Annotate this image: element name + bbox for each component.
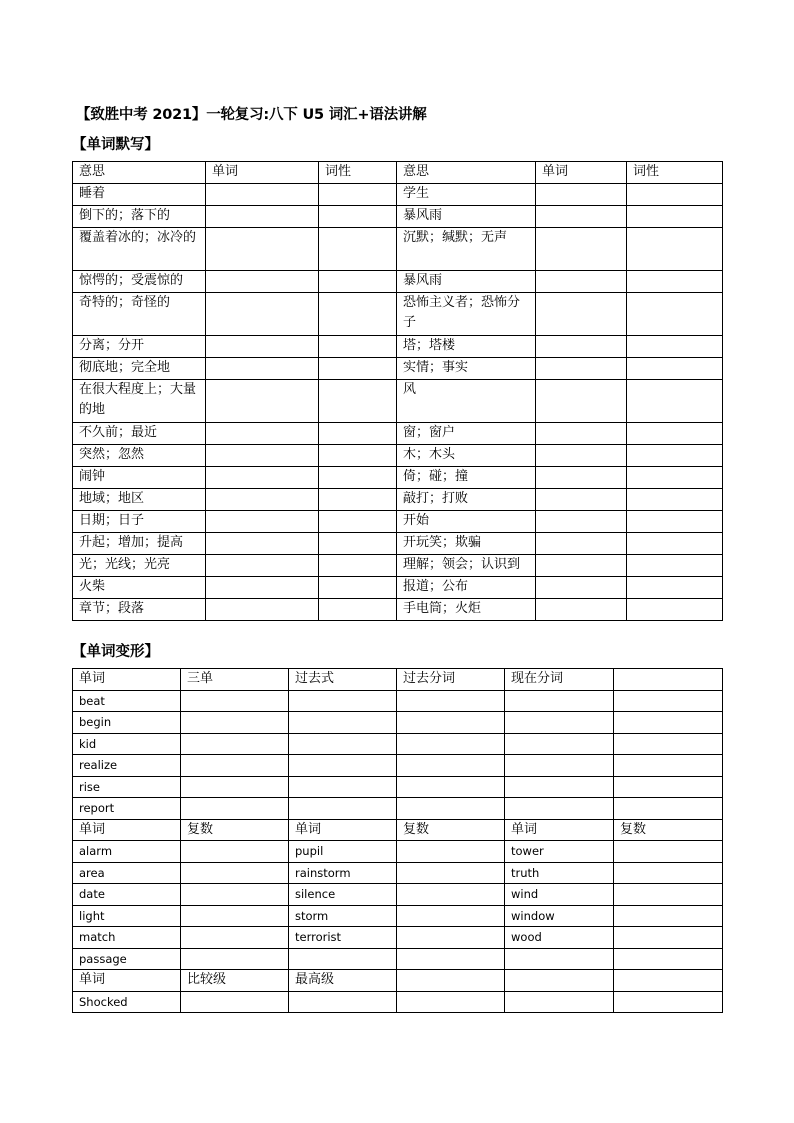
column-header: 三单 [181,669,289,691]
blank-cell [614,690,723,712]
word-blank-cell [206,467,319,489]
meaning-cell: 突然；忽然 [73,445,206,467]
blank-cell [614,991,723,1013]
pos-blank-cell [319,184,397,206]
blank-cell [614,755,723,777]
section-heading-word-forms: 【单词变形】 [72,644,159,660]
pos-blank-cell [319,206,397,228]
blank-cell [289,712,397,734]
blank-cell [397,905,505,927]
table-row [73,712,723,734]
word-blank-cell [536,467,627,489]
word-blank-cell [536,555,627,577]
blank-cell [505,991,614,1013]
pos-blank-cell [319,271,397,293]
word-cell: wind [505,884,614,906]
word-cell: date [73,884,181,906]
blank-cell [614,712,723,734]
pos-blank-cell [627,228,723,271]
pos-blank-cell [627,358,723,380]
blank-cell [397,755,505,777]
blank-cell [397,927,505,949]
table-row [73,271,723,293]
column-header: 过去式 [289,669,397,691]
table-row [73,841,723,863]
column-header: 过去分词 [397,669,505,691]
pos-blank-cell [319,423,397,445]
word-blank-cell [536,511,627,533]
word-blank-cell [206,577,319,599]
pos-blank-cell [319,489,397,511]
column-header: 单词 [73,669,181,691]
meaning-cell: 敲打；打败 [397,489,536,511]
table-row [73,798,723,820]
blank-cell [289,776,397,798]
blank-cell [397,991,505,1013]
meaning-cell: 升起；增加；提高 [73,533,206,555]
blank-cell [289,733,397,755]
word-blank-cell [536,184,627,206]
table-row [73,991,723,1013]
word-blank-cell [206,599,319,621]
column-header [614,669,723,691]
table-row [73,293,723,336]
table-row [73,555,723,577]
meaning-cell: 暴风雨 [397,271,536,293]
word-blank-cell [536,380,627,423]
meaning-cell: 倚；碰；撞 [397,467,536,489]
pos-blank-cell [627,555,723,577]
table-row [73,776,723,798]
table-row [73,380,723,423]
blank-cell [397,712,505,734]
meaning-cell: 光；光线；光亮 [73,555,206,577]
meaning-cell: 窗；窗户 [397,423,536,445]
blank-cell [614,927,723,949]
word-blank-cell [206,228,319,271]
table-header-row [73,669,723,691]
blank-cell [614,841,723,863]
column-header: 单词 [289,819,397,841]
blank-cell [397,733,505,755]
word-blank-cell [536,206,627,228]
word-blank-cell [206,206,319,228]
meaning-cell: 闹钟 [73,467,206,489]
word-cell: begin [73,712,181,734]
word-cell: rainstorm [289,862,397,884]
pos-blank-cell [319,577,397,599]
column-header: 单词 [505,819,614,841]
meaning-cell: 地域；地区 [73,489,206,511]
word-cell: pupil [289,841,397,863]
column-header: 词性 [627,162,723,184]
blank-cell [505,798,614,820]
blank-cell [181,905,289,927]
meaning-cell: 惊愕的；受震惊的 [73,271,206,293]
blank-cell [289,690,397,712]
meaning-cell: 暴风雨 [397,206,536,228]
blank-cell [181,798,289,820]
blank-cell [181,841,289,863]
blank-cell [614,948,723,970]
blank-cell [505,776,614,798]
table-row [73,445,723,467]
meaning-cell: 木；木头 [397,445,536,467]
word-cell: report [73,798,181,820]
table-header-row [73,970,723,992]
meaning-cell: 奇特的；奇怪的 [73,293,206,336]
column-header: 比较级 [181,970,289,992]
word-blank-cell [536,445,627,467]
word-cell: window [505,905,614,927]
blank-cell [397,862,505,884]
word-cell: wood [505,927,614,949]
table-row [73,533,723,555]
word-blank-cell [536,293,627,336]
blank-cell [289,798,397,820]
word-blank-cell [536,336,627,358]
blank-cell [289,755,397,777]
blank-cell [397,798,505,820]
pos-blank-cell [627,445,723,467]
meaning-cell: 塔；塔楼 [397,336,536,358]
blank-cell [397,884,505,906]
table-row [73,927,723,949]
table-header-row [73,162,723,184]
blank-cell [397,841,505,863]
meaning-cell: 日期；日子 [73,511,206,533]
meaning-cell: 不久前；最近 [73,423,206,445]
word-cell: beat [73,690,181,712]
meaning-cell: 开玩笑；欺骗 [397,533,536,555]
vocab-dictation-table [72,161,723,621]
word-cell: tower [505,841,614,863]
word-cell: match [73,927,181,949]
pos-blank-cell [627,423,723,445]
column-header: 复数 [181,819,289,841]
word-blank-cell [206,271,319,293]
pos-blank-cell [319,293,397,336]
blank-cell [505,712,614,734]
word-cell [289,948,397,970]
meaning-cell: 报道；公布 [397,577,536,599]
pos-blank-cell [319,380,397,423]
table-header-row [73,819,723,841]
table-row [73,358,723,380]
pos-blank-cell [627,336,723,358]
word-cell: area [73,862,181,884]
pos-blank-cell [319,445,397,467]
word-blank-cell [536,271,627,293]
word-blank-cell [536,489,627,511]
column-header: 意思 [73,162,206,184]
meaning-cell: 风 [397,380,536,423]
blank-cell [614,798,723,820]
pos-blank-cell [627,380,723,423]
word-blank-cell [536,228,627,271]
word-blank-cell [536,577,627,599]
pos-blank-cell [319,336,397,358]
column-header: 单词 [206,162,319,184]
word-cell: passage [73,948,181,970]
column-header [397,970,505,992]
word-blank-cell [206,380,319,423]
column-header: 单词 [73,819,181,841]
pos-blank-cell [627,467,723,489]
pos-blank-cell [319,555,397,577]
word-blank-cell [206,489,319,511]
blank-cell [181,776,289,798]
pos-blank-cell [627,293,723,336]
word-blank-cell [206,336,319,358]
pos-blank-cell [319,533,397,555]
table-row [73,733,723,755]
blank-cell [614,905,723,927]
word-cell: truth [505,862,614,884]
pos-blank-cell [319,599,397,621]
meaning-cell: 倒下的；落下的 [73,206,206,228]
table-row [73,599,723,621]
table-row [73,755,723,777]
table-row [73,228,723,271]
column-header [505,970,614,992]
meaning-cell: 火柴 [73,577,206,599]
blank-cell [181,948,289,970]
pos-blank-cell [627,599,723,621]
word-cell: light [73,905,181,927]
pos-blank-cell [319,228,397,271]
blank-cell [181,927,289,949]
table-row [73,862,723,884]
table-row [73,905,723,927]
pos-blank-cell [627,489,723,511]
meaning-cell: 分离；分开 [73,336,206,358]
word-blank-cell [206,358,319,380]
meaning-cell: 沉默；缄默；无声 [397,228,536,271]
column-header: 复数 [397,819,505,841]
word-blank-cell [206,511,319,533]
word-blank-cell [206,445,319,467]
blank-cell [181,712,289,734]
word-blank-cell [206,555,319,577]
meaning-cell: 章节；段落 [73,599,206,621]
column-header: 单词 [536,162,627,184]
blank-cell [614,733,723,755]
word-blank-cell [536,358,627,380]
table-row [73,884,723,906]
meaning-cell: 开始 [397,511,536,533]
word-cell: Shocked [73,991,181,1013]
word-cell: rise [73,776,181,798]
table-row [73,184,723,206]
blank-cell [181,884,289,906]
blank-cell [505,755,614,777]
word-cell: realize [73,755,181,777]
meaning-cell: 恐怖主义者；恐怖分子 [397,293,536,336]
pos-blank-cell [627,511,723,533]
section-heading-dictation: 【单词默写】 [72,137,159,153]
blank-cell [397,948,505,970]
table-row [73,948,723,970]
page-title: 【致胜中考 2021】一轮复习:八下 U5 词汇+语法讲解 [76,107,427,123]
word-cell [505,948,614,970]
pos-blank-cell [319,511,397,533]
table-row [73,423,723,445]
pos-blank-cell [627,184,723,206]
meaning-cell: 在很大程度上；大量的地 [73,380,206,423]
column-header: 复数 [614,819,723,841]
word-blank-cell [536,599,627,621]
pos-blank-cell [627,206,723,228]
word-cell: terrorist [289,927,397,949]
blank-cell [614,862,723,884]
meaning-cell: 学生 [397,184,536,206]
blank-cell [614,776,723,798]
meaning-cell: 彻底地；完全地 [73,358,206,380]
meaning-cell: 睡着 [73,184,206,206]
meaning-cell: 实情；事实 [397,358,536,380]
word-blank-cell [536,533,627,555]
pos-blank-cell [627,533,723,555]
blank-cell [181,690,289,712]
blank-cell [181,733,289,755]
column-header: 最高级 [289,970,397,992]
word-blank-cell [206,184,319,206]
meaning-cell: 理解；领会；认识到 [397,555,536,577]
blank-cell [181,991,289,1013]
pos-blank-cell [627,577,723,599]
column-header: 单词 [73,970,181,992]
blank-cell [181,755,289,777]
pos-blank-cell [319,358,397,380]
word-blank-cell [206,293,319,336]
word-cell: silence [289,884,397,906]
column-header: 词性 [319,162,397,184]
column-header: 意思 [397,162,536,184]
table-row [73,336,723,358]
blank-cell [181,862,289,884]
pos-blank-cell [627,271,723,293]
blank-cell [289,991,397,1013]
blank-cell [614,884,723,906]
blank-cell [505,733,614,755]
blank-cell [505,690,614,712]
column-header [614,970,723,992]
table-row [73,489,723,511]
table-row [73,577,723,599]
word-blank-cell [536,423,627,445]
table-row [73,690,723,712]
word-forms-table [72,668,723,1013]
word-blank-cell [206,533,319,555]
table-row [73,511,723,533]
meaning-cell: 覆盖着冰的；冰冷的 [73,228,206,271]
column-header: 现在分词 [505,669,614,691]
table-row [73,467,723,489]
word-cell: kid [73,733,181,755]
word-blank-cell [206,423,319,445]
table-row [73,206,723,228]
word-cell: alarm [73,841,181,863]
pos-blank-cell [319,467,397,489]
blank-cell [397,690,505,712]
meaning-cell: 手电筒；火炬 [397,599,536,621]
word-cell: storm [289,905,397,927]
blank-cell [397,776,505,798]
